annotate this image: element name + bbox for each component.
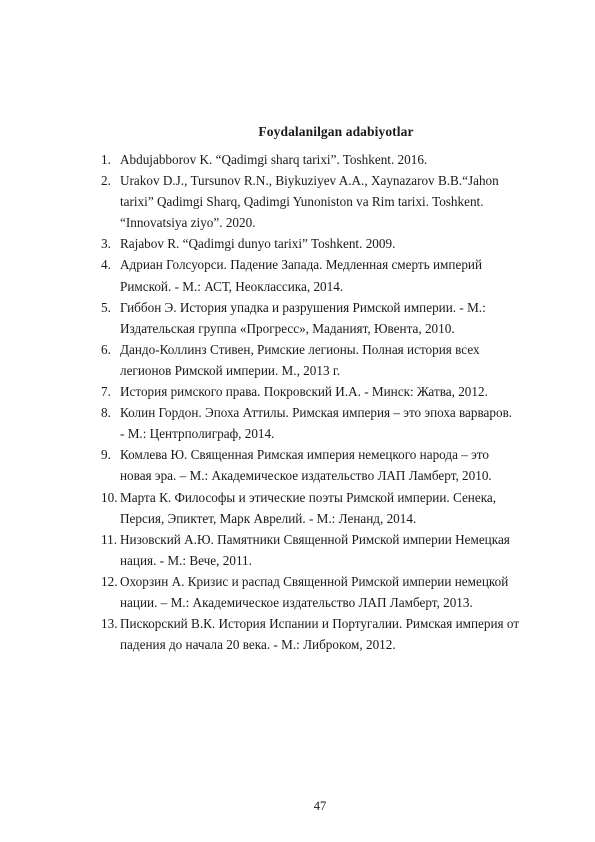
reference-number: 9. (101, 447, 111, 463)
reference-item (0, 381, 595, 402)
reference-text: Колин Гордон. Эпоха Аттилы. Римская империя – это эпоха варваров. - М.: Центрполиграф, 2014. (120, 405, 513, 442)
reference-text: Дандо-Коллинз Стивен, Римские легионы. Полная история всех легионов Римской империи. М., 2013 г. (120, 341, 480, 378)
reference-number: 8. (101, 405, 111, 421)
reference-text: Адриан Голсуорси. Падение Запада. Медленная смерть империй Римской. - М.: АСТ, Неоклассика, 2014. (120, 257, 483, 294)
bibliography-title: Foydalanilgan adabiyotlar (258, 124, 414, 139)
reference-item (0, 529, 595, 571)
reference-number: 13. (101, 616, 118, 632)
reference-item (0, 339, 595, 381)
reference-text: Abdujabborov K. “Qadimgi sharq tarixi”. Toshkent. 2016. (120, 152, 428, 167)
reference-number: 5. (101, 299, 111, 315)
reference-text: Комлева Ю. Священная Римская империя немецкого народа – это новая эра. – М.: Академическое издательство ЛАП Ламберт, 2010. (120, 447, 492, 484)
reference-text: История римского права. Покровский И.А. - Минск: Жатва, 2012. (120, 384, 488, 400)
reference-item (0, 444, 595, 486)
reference-text: Гиббон Э. История упадка и разрушения Римской империи. - М.: Издательская группа «Прогресс», Маданият, Ювента, 2010. (120, 299, 486, 336)
reference-text: Охорзин А. Кризис и распад Священной Римской империи немецкой нации. – М.: Академическое издательство ЛАП Ламберт, 2013. (120, 573, 509, 610)
reference-list (0, 149, 595, 655)
reference-number: 6. (101, 341, 111, 357)
reference-text: Rajabov R. “Qadimgi dunyo tarixi” Toshkent. 2009. (120, 236, 396, 252)
reference-text: Urakov D.J., Tursunov R.N., Biykuziyev A.A., Xaynazarov B.B.“Jahon tarixi” Qadimgi Sharq, Qadimgi Yunoniston va Rim tarixi. Toshkent. “Innovatsiya ziyo”. 2020. (120, 173, 499, 231)
reference-item (0, 571, 595, 613)
reference-item (0, 487, 595, 529)
reference-item (0, 149, 595, 170)
reference-text: Марта К. Философы и этические поэты Римской империи. Сенека, Персия, Эпиктет, Марк Аврелий. - М.: Ленанд, 2014. (120, 489, 497, 526)
reference-number: 3. (101, 236, 111, 252)
reference-number: 1. (101, 152, 111, 167)
reference-number: 2. (101, 173, 111, 189)
reference-item (0, 254, 595, 296)
reference-item (0, 297, 595, 339)
reference-item (0, 613, 595, 655)
reference-number: 4. (101, 257, 111, 273)
reference-number: 7. (101, 384, 111, 400)
page-number: 47 (313, 799, 327, 813)
reference-item (0, 233, 595, 254)
reference-text: Пискорский В.К. История Испании и Португалии. Римская империя от падения до начала 20 века. - М.: Либроком, 2012. (120, 616, 520, 653)
reference-number: 10. (101, 489, 118, 505)
reference-item (0, 402, 595, 444)
reference-number: 12. (101, 573, 118, 589)
reference-number: 11. (101, 531, 117, 547)
reference-text: Низовский А.Ю. Памятники Священной Римской империи Немецкая нация. - М.: Вече, 2011. (120, 531, 510, 568)
reference-item (0, 170, 595, 233)
